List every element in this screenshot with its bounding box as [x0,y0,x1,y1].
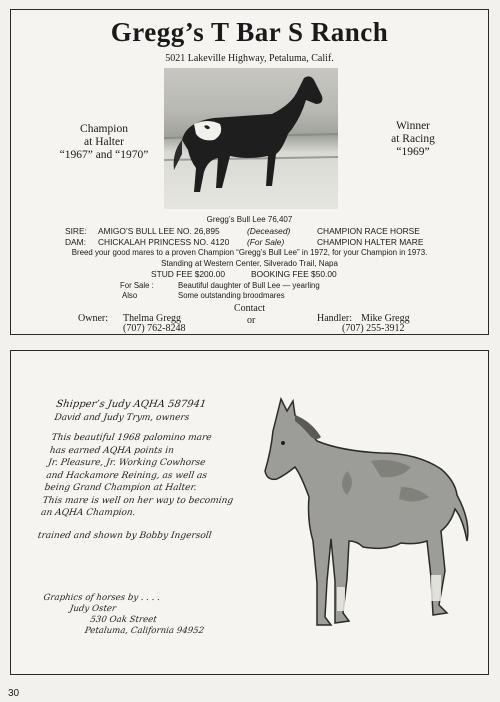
handwritten-line: Shipper’s Judy AQHA 587941 [55,399,207,410]
sire-name: AMIGO’S BULL LEE NO. 26,895 [98,226,220,236]
dam-note: (For Sale) [247,237,285,247]
left-line: “1967” and “1970” [59,149,149,161]
credit-line: Petaluma, California 94952 [84,626,205,636]
mare-description [37,399,277,542]
handwritten-line: Jr. Pleasure, Jr. Working Cowhorse [47,458,207,468]
handwritten-line: has earned AQHA points in [49,445,175,456]
page-number: 30 [8,688,20,699]
ranch-advertisement [10,9,489,335]
handler-name: Mike Gregg [361,313,410,324]
dam-title: CHAMPION HALTER MARE [317,237,424,247]
sire-note: (Deceased) [247,226,291,236]
handwritten-line: trained and shown by Bobby Ingersoll [37,530,213,541]
artist-credit [38,593,244,637]
sire-title: CHAMPION RACE HORSE [317,226,420,236]
also-text: Some outstanding broodmares [178,291,285,300]
right-line: at Racing [391,133,435,145]
also-label: Also [122,291,138,300]
mare-advertisement [10,350,489,675]
for-sale-text: Beautiful daughter of Bull Lee — yearling [178,281,320,290]
stallion-photo [164,68,338,209]
left-line: at Halter [84,136,124,148]
contact-heading: Contact [233,303,266,314]
ranch-address: 5021 Lakeville Highway, Petaluma, Calif. [165,53,334,64]
handwritten-line: being Grand Champion at Halter. [43,483,198,493]
handwritten-line: David and Judy Trym, owners [53,412,191,423]
horse-illustration [251,391,471,631]
credit-line: Judy Oster [69,604,117,614]
owner-name: Thelma Gregg [123,313,182,324]
handwritten-line: This beautiful 1968 palomino mare [50,433,213,443]
or-text: or [247,315,256,326]
handwritten-line [52,424,273,432]
stud-fee: STUD FEE $200.00 [151,269,226,279]
halter-champion-text [49,123,159,162]
sire-label: SIRE: [65,226,87,236]
handler-label: Handler: [317,313,352,324]
mare-drawing [251,391,471,631]
racing-winner-text [363,120,463,159]
stallion-photo-horse [164,68,338,209]
booking-fee: BOOKING FEE $50.00 [251,269,337,279]
owner-phone: (707) 762-8248 [123,323,186,334]
standing-line: Standing at Western Center, Silverado Trail, Napa [161,259,338,268]
handwritten-line: an AQHA Champion. [40,508,137,518]
credit-line: 530 Oak Street [89,615,158,625]
credit-line: Graphics of horses by . . . . [42,593,161,603]
right-line: “1969” [396,146,430,158]
right-line: Winner [395,120,431,132]
for-sale-label: For Sale : [120,281,154,290]
owner-label: Owner: [78,313,108,324]
dam-name: CHICKALAH PRINCESS NO. 4120 [98,237,230,247]
photo-caption: Gregg’s Bull Lee 76,407 [206,215,293,224]
breed-line: Breed your good mares to a proven Champion “Gregg’s Bull Lee” in 1972, for your Champion in 1973. [71,248,428,257]
left-line: Champion [80,123,128,135]
ad-title: Gregg’s T Bar S Ranch [110,17,389,47]
handwritten-line: and Hackamore Reining, as well as [45,470,208,481]
handwritten-line [39,520,260,530]
dam-label: DAM: [65,237,86,247]
handler-phone: (707) 255-3912 [342,323,405,334]
handwritten-line: This mare is well on her way to becoming [42,495,234,506]
